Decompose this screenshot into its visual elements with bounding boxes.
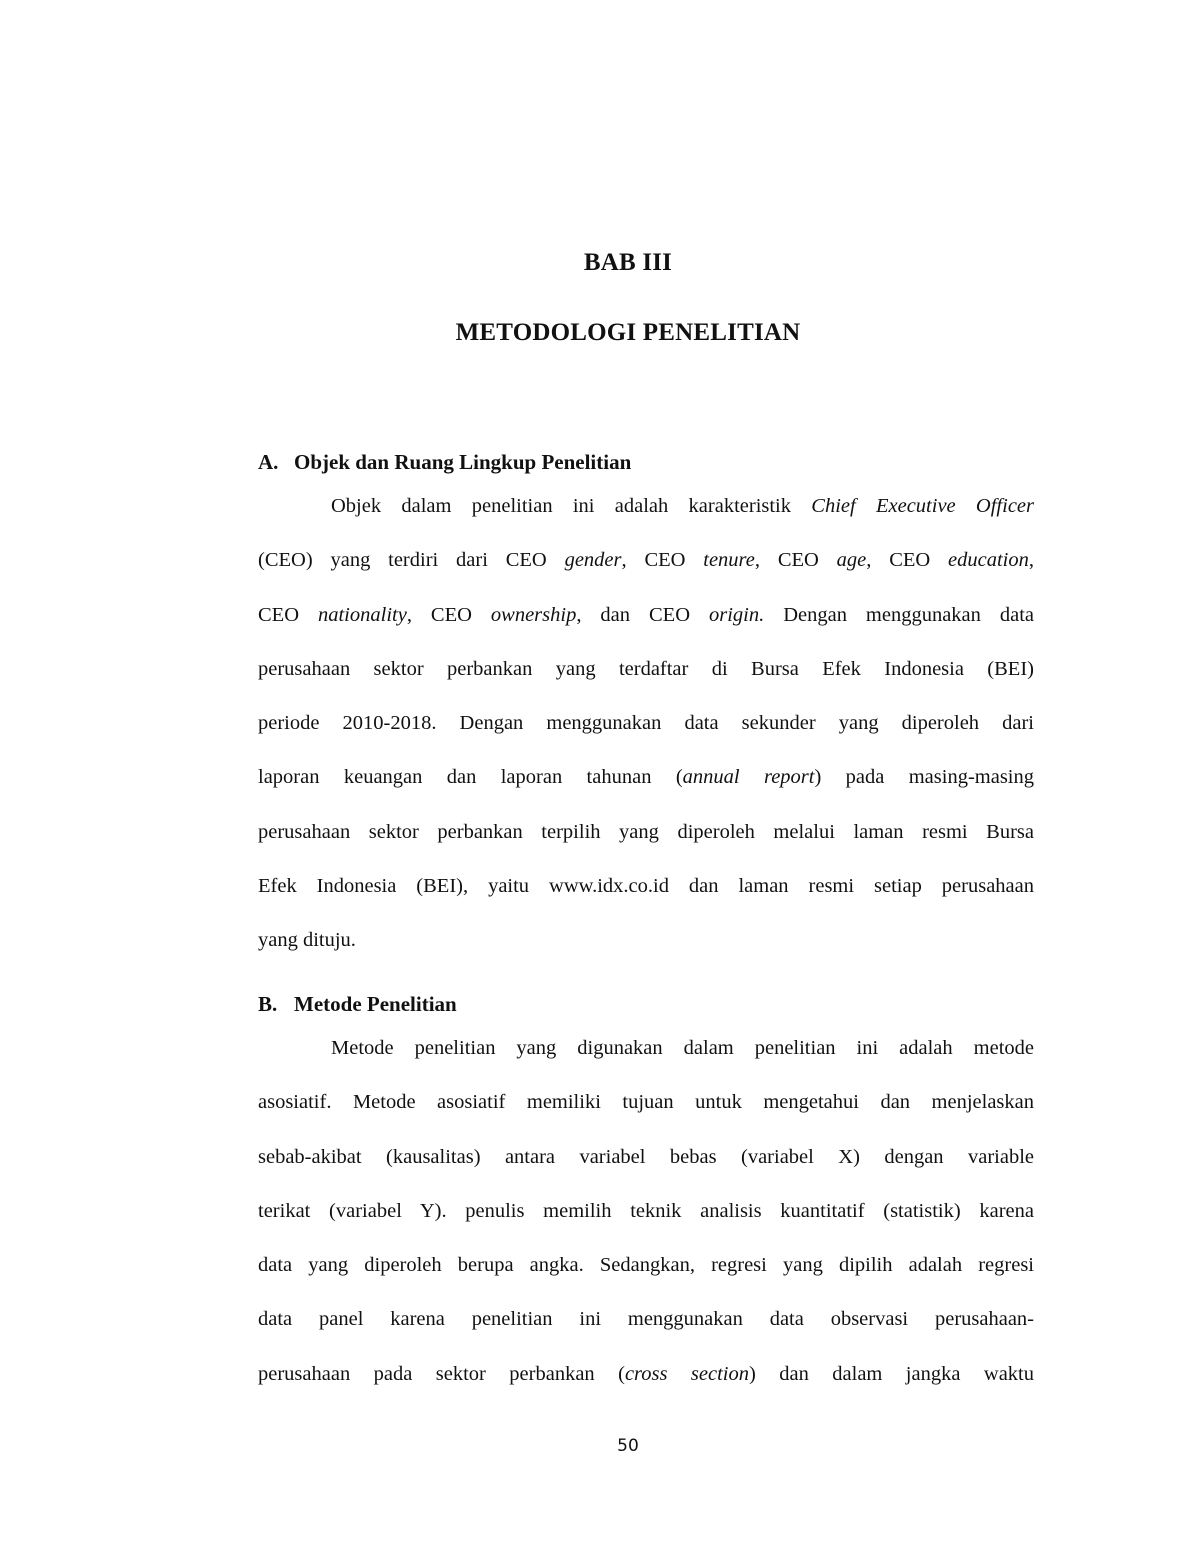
text-run: (CEO) yang terdiri dari CEO — [258, 549, 565, 572]
italic-term: age — [836, 549, 867, 572]
text-run: data panel karena penelitian ini menggunakan data observasi perusahaan- — [258, 1308, 1034, 1331]
paragraph-line — [258, 642, 1034, 696]
text-run: perusahaan pada sektor perbankan ( — [258, 1362, 625, 1385]
paragraph-line — [258, 859, 1034, 913]
section-a-letter: A. — [258, 450, 279, 474]
italic-term: ownership — [490, 603, 577, 626]
paragraph-line — [258, 588, 1034, 642]
section-b-paragraph — [258, 1021, 1034, 1401]
italic-term: tenure — [703, 549, 755, 572]
italic-term: gender — [564, 549, 622, 572]
paragraph-line — [258, 1292, 1034, 1346]
text-run: periode 2010-2018. Dengan menggunakan data sekunder yang diperoleh dari — [258, 712, 1034, 735]
text-run: Objek dalam penelitian ini adalah karakteristik — [331, 495, 812, 517]
text-run: ) dan dalam jangka waktu — [748, 1362, 1034, 1385]
text-run: CEO — [258, 603, 318, 626]
section-b-letter: B. — [258, 992, 278, 1016]
italic-term: Chief Executive Officer — [811, 495, 1034, 517]
paragraph-line — [258, 479, 1034, 533]
text-run: perusahaan sektor perbankan terpilih yang diperoleh melalui laman resmi Bursa — [258, 820, 1034, 843]
italic-term: annual report — [682, 766, 815, 789]
chapter-number: BAB III — [583, 249, 673, 276]
paragraph-line — [258, 1347, 1034, 1401]
italic-term: origin. — [708, 603, 765, 626]
text-run: , dan CEO — [576, 603, 709, 626]
text-run: , CEO — [754, 549, 837, 572]
section-b-title: Metode Penelitian — [294, 992, 457, 1016]
section-a-title: Objek dan Ruang Lingkup Penelitian — [294, 450, 632, 474]
text-run: terikat (variabel Y). penulis memilih teknik analisis kuantitatif (statistik) karena — [258, 1199, 1034, 1222]
paragraph-line — [258, 1021, 1034, 1075]
text-run: Efek Indonesia (BEI), yaitu www.idx.co.id dan laman resmi setiap perusahaan — [258, 875, 1034, 898]
text-run: Metode penelitian yang digunakan dalam penelitian ini adalah metode — [331, 1037, 1034, 1059]
paragraph-line — [258, 750, 1034, 804]
paragraph-line — [258, 1238, 1034, 1292]
paragraph-line — [258, 533, 1034, 587]
text-run: , — [1028, 549, 1034, 572]
chapter-title: METODOLOGI PENELITIAN — [455, 319, 801, 346]
section-a-paragraph — [258, 479, 1034, 968]
text-run: asosiatif. Metode asosiatif memiliki tujuan untuk mengetahui dan menjelaskan — [258, 1091, 1034, 1114]
paragraph-line — [258, 1075, 1034, 1129]
text-run: laporan keuangan dan laporan tahunan ( — [258, 766, 683, 789]
text-run: perusahaan sektor perbankan yang terdaftar di Bursa Efek Indonesia (BEI) — [258, 657, 1034, 680]
text-run: Dengan menggunakan data — [764, 603, 1035, 626]
section-a-heading — [258, 450, 631, 475]
text-run: , CEO — [406, 603, 491, 626]
text-run: yang dituju. — [258, 929, 356, 952]
paragraph-line — [258, 1130, 1034, 1184]
paragraph-line — [258, 913, 1034, 967]
paragraph-line — [258, 696, 1034, 750]
text-run: ) pada masing-masing — [814, 766, 1034, 789]
paragraph-line — [258, 1184, 1034, 1238]
text-run: , CEO — [621, 549, 704, 572]
text-run: data yang diperoleh berupa angka. Sedangkan, regresi yang dipilih adalah regresi — [258, 1254, 1034, 1277]
page-number: 50 — [617, 1436, 639, 1456]
section-b-heading — [258, 992, 457, 1017]
text-run: , CEO — [866, 549, 949, 572]
text-run: sebab-akibat (kausalitas) antara variabel bebas (variabel X) dengan variable — [258, 1145, 1034, 1168]
italic-term: cross section — [624, 1362, 749, 1385]
paragraph-line — [258, 805, 1034, 859]
italic-term: education — [948, 549, 1029, 572]
italic-term: nationality — [317, 603, 407, 626]
